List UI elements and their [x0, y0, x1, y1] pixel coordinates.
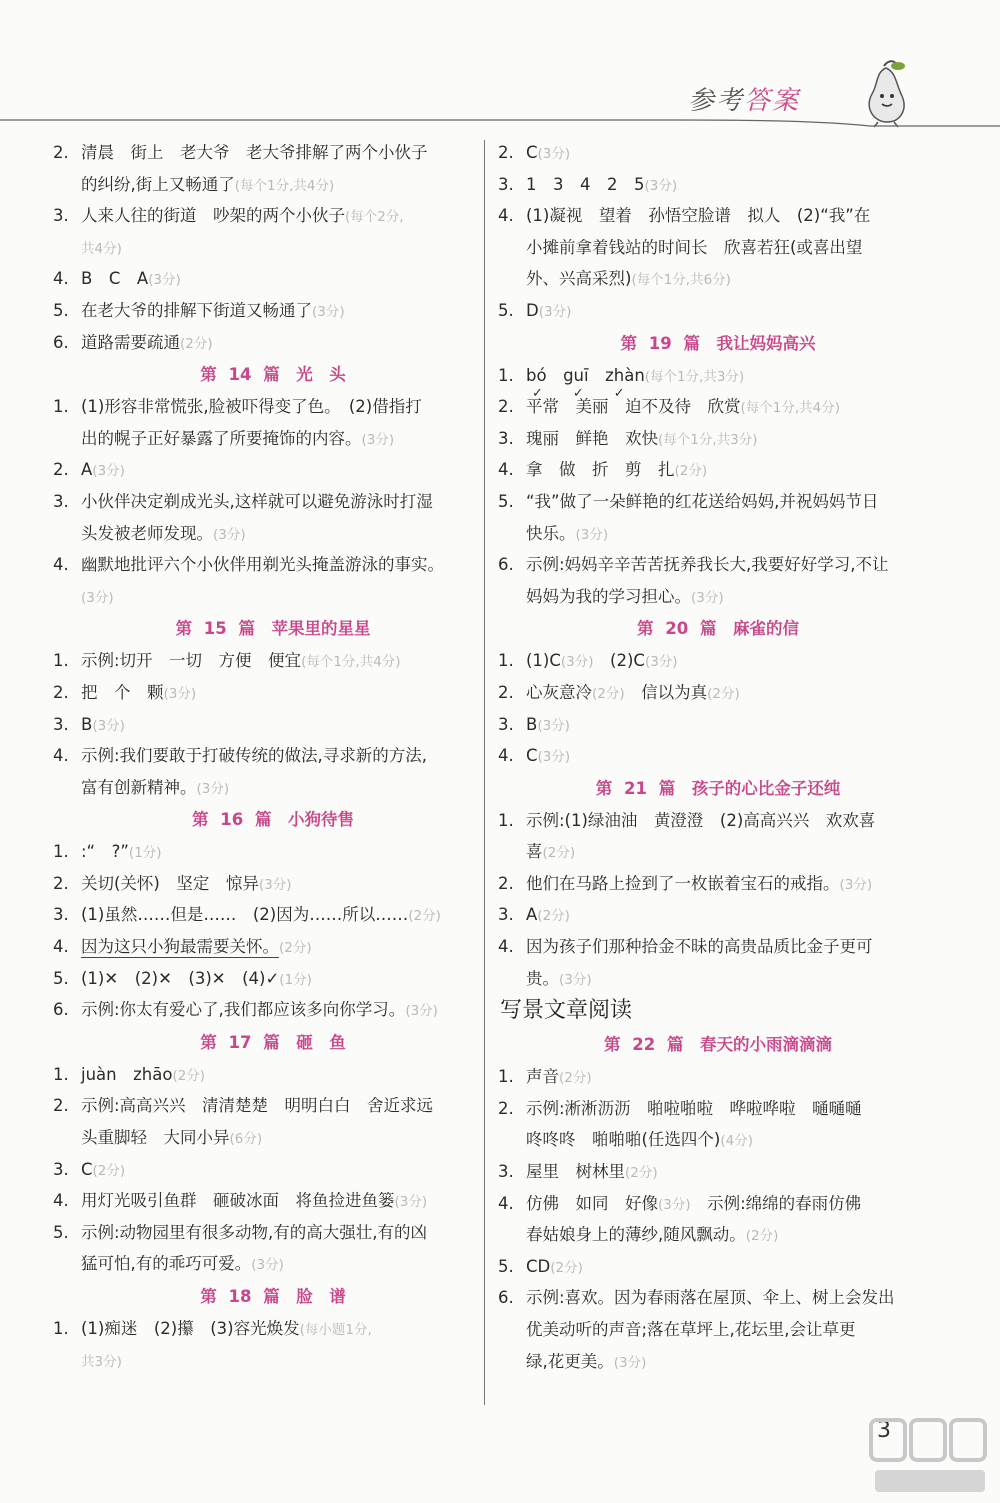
answer-line: [53, 994, 493, 1026]
answer-line: [53, 1217, 493, 1249]
score-note: (3分): [394, 1194, 428, 1211]
answer-text: 示例:淅淅沥沥 啪啦啪啦 哗啦哗啦 嗵嗵嗵: [526, 1098, 862, 1118]
answer-line: [53, 1090, 493, 1122]
score-note: (3分): [537, 717, 570, 734]
answer-line: [498, 899, 938, 931]
answer-text: bó guī zhàn: [526, 365, 645, 385]
question-number: 3.: [498, 1162, 514, 1182]
answer-text: 小摊前拿着钱站的时间长 欣喜若狂(或喜出望: [526, 237, 863, 257]
question-number: 1.: [498, 365, 514, 385]
score-note: (2分): [559, 1070, 592, 1087]
score-note: (3分): [537, 749, 571, 766]
answer-text: juàn zhāo: [81, 1064, 173, 1084]
answer-line: [53, 899, 493, 931]
answer-text: 清晨 街上 老大爷 老大爷排解了两个小伙子: [81, 143, 428, 162]
page-number: 3: [877, 1418, 891, 1443]
score-note: (3分): [251, 1257, 284, 1274]
question-number: 6.: [53, 332, 69, 352]
answer-text: 的纠纷,街上又畅通了: [81, 174, 235, 194]
score-note: (3分): [839, 876, 873, 893]
answer-line: [53, 677, 493, 709]
answer-text: 示例:切开 一切 方便 便宜: [81, 651, 302, 671]
answer-text: 头重脚轻 大同小异: [81, 1128, 230, 1148]
header-title-part: 参考: [688, 86, 745, 116]
answer-line: [53, 709, 493, 741]
answer-continuation: [498, 232, 938, 264]
answer-text: 幽默地批评六个小伙伴用剃光头掩盖游泳的事实。: [81, 555, 444, 575]
answer-text: (1)C: [526, 651, 561, 671]
answer-text: 贵。: [526, 968, 559, 988]
question-number: 6.: [53, 1000, 69, 1020]
answer-line: [498, 391, 938, 423]
question-number: 5.: [53, 300, 69, 320]
score-note: (2分): [707, 685, 740, 702]
answer-column-right: [498, 137, 938, 1377]
answer-text: 示例:(1)绿油油 黄澄澄 (2)高高兴兴 欢欢喜: [526, 810, 876, 830]
answer-text: “我”做了一朵鲜艳的红花送给妈妈,并祝妈妈节日: [526, 491, 879, 511]
question-number: 5.: [53, 968, 69, 988]
score-note: (2分): [625, 1165, 658, 1182]
mxqe-watermark-logo: [865, 1412, 995, 1500]
score-note: (每个1分,共4分): [740, 400, 841, 417]
answer-text: 示例:动物园里有很多动物,有的高大强壮,有的凶: [81, 1222, 428, 1242]
score-note: (3分): [658, 1196, 691, 1213]
answer-text: 外、兴高采烈): [526, 269, 632, 289]
answer-continuation: [53, 423, 493, 455]
answer-text: (2)C: [593, 651, 645, 671]
section-heading: 第 21 篇 孩子的心比金子还纯: [595, 778, 841, 798]
answer-text: 出的幌子正好暴露了所要掩饰的内容。: [81, 428, 362, 448]
question-number: 4.: [498, 746, 514, 766]
score-note: (3分): [575, 526, 609, 543]
question-number: 4.: [498, 937, 514, 957]
score-note: (3分): [213, 526, 246, 543]
question-number: 2.: [53, 873, 69, 893]
answer-text: 因为这只小狗最需要关怀。: [81, 937, 279, 957]
tone-check-marks: ✓✓✓: [532, 385, 655, 401]
score-note: (3分): [92, 717, 125, 734]
answer-line: [498, 1156, 938, 1188]
score-note: (3分): [613, 1354, 647, 1371]
answer-line: [498, 931, 938, 963]
question-number: 3.: [53, 1159, 69, 1179]
question-number: 4.: [498, 206, 514, 226]
answer-text: (1)形容非常慌张,脸被吓得变了色。 (2)借指打: [81, 397, 422, 417]
score-note: (3分): [196, 780, 230, 797]
answer-text: 喜: [526, 842, 543, 862]
score-note: (3分): [691, 589, 724, 606]
header-rule: [0, 112, 1000, 132]
answer-text: 声音: [526, 1067, 559, 1087]
answer-line: [53, 836, 493, 868]
question-number: 4.: [498, 1193, 514, 1213]
score-note: (1分): [128, 845, 162, 862]
answer-line: [53, 454, 493, 486]
score-note: (2分): [172, 1067, 206, 1084]
question-number: 3.: [53, 905, 69, 925]
answer-continuation: [498, 263, 938, 295]
answer-line: [498, 868, 938, 900]
answer-text: A: [526, 905, 538, 925]
answer-line: [498, 454, 938, 486]
answer-line: [498, 1188, 938, 1220]
answer-line: [498, 805, 938, 837]
answer-text: B C A: [81, 269, 149, 289]
score-note: (每个1分,共3分): [644, 368, 745, 385]
answer-continuation: [498, 518, 938, 550]
answer-text: 富有创新精神。: [81, 777, 197, 797]
answer-continuation: [498, 1124, 938, 1156]
answer-text: D: [526, 300, 539, 320]
header-title-accent: 答案: [744, 86, 801, 116]
question-number: 2.: [53, 682, 69, 702]
question-number: 1.: [498, 810, 514, 830]
answer-column-left: [53, 137, 493, 1376]
section-heading: 第 22 篇 春天的小雨滴滴滴: [604, 1035, 832, 1055]
score-note: (2分): [92, 1162, 126, 1179]
answer-continuation: [498, 963, 938, 995]
answer-text: 快乐。: [526, 523, 576, 543]
question-number: 2.: [498, 682, 514, 702]
answer-text: A: [81, 460, 93, 480]
answer-line: [53, 963, 493, 995]
answer-text: 妈妈为我的学习担心。: [526, 586, 691, 606]
answer-line: [498, 360, 938, 401]
answer-line: [498, 645, 938, 677]
answer-line: [53, 868, 493, 900]
answer-text: 小伙伴决定剃成光头,这样就可以避免游泳时打湿: [81, 491, 433, 511]
answer-text: C: [81, 1159, 93, 1179]
question-number: 3.: [498, 174, 514, 194]
answer-text: 在老大爷的排解下街道又畅通了: [81, 300, 312, 320]
score-note: (3分): [148, 272, 181, 289]
answer-text: (1)虽然……但是…… (2)因为……所以……: [81, 905, 409, 925]
answer-line: [498, 1061, 938, 1093]
question-number: 1.: [53, 651, 69, 671]
answer-text: 用灯光吸引鱼群 砸破冰面 将鱼捡进鱼篓: [81, 1191, 395, 1211]
answer-text: 示例:你太有爱心了,我们都应该多向你学习。: [81, 1000, 406, 1020]
answer-continuation: [53, 1248, 493, 1280]
answer-line: [498, 295, 938, 327]
question-number: 1.: [53, 1319, 69, 1338]
question-number: 1.: [53, 397, 69, 417]
answer-continuation: [53, 232, 493, 264]
question-number: 5.: [498, 491, 514, 511]
score-note: (3分): [361, 431, 395, 448]
answer-continuation: [498, 1219, 938, 1251]
score-note: (6分): [229, 1131, 263, 1148]
answer-text: 春姑娘身上的薄纱,随风飘动。: [526, 1225, 746, 1245]
answer-text: C: [526, 143, 538, 162]
score-note: (3分): [538, 303, 572, 320]
score-note: (每个1分,共3分): [658, 431, 758, 448]
score-note: (每个1分,共4分): [234, 177, 335, 194]
question-number: 6.: [498, 1288, 514, 1308]
score-note: (3分): [258, 876, 292, 893]
score-note: (2分): [745, 1228, 779, 1245]
question-number: 3.: [498, 428, 514, 448]
answer-text: C: [526, 746, 538, 766]
question-number: 4.: [53, 937, 69, 957]
answer-text: 瑰丽 鲜艳 欢快: [526, 428, 658, 448]
question-number: 3.: [53, 491, 69, 511]
score-note: (2分): [537, 908, 570, 925]
question-number: 2.: [498, 397, 514, 417]
answer-line: [53, 549, 493, 581]
section-heading: 第 16 篇 小狗待售: [192, 810, 354, 830]
question-number: 2.: [498, 873, 514, 893]
answer-line: [498, 740, 938, 772]
answer-continuation: [498, 581, 938, 613]
answer-continuation: [53, 772, 493, 804]
score-note: (每个1分,共4分): [301, 654, 401, 671]
answer-text: 心灰意冷: [526, 682, 592, 702]
answer-line: [498, 549, 938, 581]
question-number: 1.: [498, 651, 514, 671]
score-note: (3分): [644, 177, 678, 194]
answer-line: [53, 1185, 493, 1217]
answer-line: [498, 1282, 938, 1314]
answer-continuation: [498, 836, 938, 868]
section-heading: 第 14 篇 光 头: [200, 365, 346, 385]
answer-line: [498, 486, 938, 518]
answer-continuation: [53, 1122, 493, 1154]
answer-text: B: [526, 714, 538, 734]
score-note: (3分): [559, 971, 592, 988]
answer-text: B: [81, 714, 93, 734]
question-number: 1.: [498, 1067, 514, 1087]
answer-text: 咚咚咚 啪啪啪(任选四个): [526, 1130, 721, 1150]
category-heading: 写景文章阅读: [500, 998, 633, 1024]
answer-text: 示例:绵绵的春雨仿佛: [690, 1193, 862, 1213]
answer-continuation: [53, 169, 493, 201]
answer-line: [498, 423, 938, 455]
question-number: 3.: [53, 714, 69, 734]
answer-line: [53, 327, 493, 359]
section-heading: 第 15 篇 苹果里的星星: [175, 619, 371, 639]
page-header: [0, 0, 1000, 135]
answer-line: [498, 1093, 938, 1125]
question-number: 5.: [498, 1256, 514, 1276]
answer-text: 示例:妈妈辛辛苦苦抚养我长大,我要好好学习,不让: [526, 555, 889, 575]
answer-text: 优美动听的声音;落在草坪上,花坛里,会让草更: [526, 1320, 856, 1339]
question-number: 6.: [498, 555, 514, 575]
score-note: (2分): [542, 845, 576, 862]
question-number: 4.: [53, 1191, 69, 1211]
answer-line: [53, 295, 493, 327]
answer-line: [53, 200, 493, 232]
score-note: 共3分): [81, 1353, 122, 1370]
question-number: 2.: [53, 143, 69, 162]
question-number: 2.: [53, 460, 69, 480]
score-note: (3分): [81, 589, 114, 606]
score-note: (3分): [644, 654, 678, 671]
answer-line: [53, 137, 493, 169]
answer-text: (1)凝视 望着 孙悟空脸谱 拟人 (2)“我”在: [526, 206, 871, 226]
answer-text: 信以为真: [624, 682, 708, 702]
score-note: (每个2分,: [345, 209, 404, 226]
answer-text: 关切(关怀) 坚定 惊异: [81, 873, 259, 893]
answer-line: [498, 709, 938, 741]
score-note: (3分): [312, 303, 345, 320]
answer-continuation: [53, 581, 493, 613]
answer-line: [498, 677, 938, 709]
answer-line: [498, 1251, 938, 1283]
answer-text: 示例:我们要敢于打破传统的做法,寻求新的方法,: [81, 746, 428, 766]
answer-line: [53, 1154, 493, 1186]
question-number: 2.: [498, 1098, 514, 1118]
score-note: (每个1分,共6分): [631, 272, 731, 289]
score-note: (2分): [180, 335, 213, 352]
question-number: 5.: [498, 300, 514, 320]
answer-line: [53, 391, 493, 423]
score-note: (2分): [279, 940, 312, 957]
answer-text: 把 个 颗: [81, 682, 164, 702]
answer-text: 示例:喜欢。因为春雨落在屋顶、伞上、树上会发出: [526, 1288, 895, 1308]
question-number: 5.: [53, 1222, 69, 1242]
answer-text: 示例:高高兴兴 清清楚楚 明明白白 舍近求远: [81, 1096, 434, 1116]
question-number: 3.: [498, 905, 514, 925]
question-number: 2.: [53, 1096, 69, 1116]
answer-text: (1)✕ (2)✕ (3)✕ (4)✓: [81, 968, 280, 988]
question-number: 4.: [53, 746, 69, 766]
answer-line: [53, 740, 493, 772]
score-note: (3分): [163, 685, 197, 702]
question-number: 1.: [53, 842, 69, 862]
answer-line: [53, 1059, 493, 1091]
section-heading: 第 19 篇 我让妈妈高兴: [620, 333, 816, 353]
score-note: (2分): [550, 1259, 583, 1276]
score-note: (2分): [408, 908, 441, 925]
answer-continuation: [498, 1346, 938, 1378]
answer-text: 因为孩子们那种拾金不昧的高贵品质比金子更可: [526, 937, 873, 957]
answer-text: 绿,花更美。: [526, 1351, 614, 1371]
question-number: 4.: [498, 460, 514, 480]
answer-text: 猛可怕,有的乖巧可爱。: [81, 1254, 252, 1274]
answer-continuation: [53, 518, 493, 550]
answer-text: (1)痴迷 (2)攥 (3)容光焕发: [81, 1319, 300, 1338]
score-note: (1分): [279, 971, 312, 988]
answer-text: :“ ?”: [81, 842, 129, 862]
answer-text: 平常 美丽 迫不及待 欣赏: [526, 397, 741, 417]
answer-line: [53, 931, 493, 963]
answer-text: 他们在马路上捡到了一枚嵌着宝石的戒指。: [526, 873, 840, 893]
question-number: 1.: [53, 1064, 69, 1084]
score-note: (3分): [560, 654, 594, 671]
answer-line: [53, 263, 493, 295]
score-note: (4分): [720, 1133, 753, 1150]
question-number: 3.: [498, 714, 514, 734]
answer-text: 头发被老师发现。: [81, 523, 213, 543]
answer-line: [498, 137, 938, 169]
section-heading: 第 18 篇 脸 谱: [200, 1287, 346, 1306]
answer-text: 道路需要疏通: [81, 332, 180, 352]
score-note: (2分): [674, 463, 708, 480]
section-heading: 第 20 篇 麻雀的信: [637, 619, 799, 639]
answer-line: [53, 1313, 493, 1345]
score-note: (3分): [537, 146, 571, 162]
answer-continuation: [498, 1314, 938, 1346]
question-number: 2.: [498, 143, 514, 162]
answer-text: 屋里 树林里: [526, 1162, 625, 1182]
answer-line: [498, 169, 938, 201]
score-note: (3分): [405, 1003, 438, 1020]
answer-text: 人来人往的街道 吵架的两个小伙子: [81, 206, 345, 226]
answer-line: [498, 200, 938, 232]
answer-line: [53, 645, 493, 677]
question-number: 3.: [53, 206, 69, 226]
answer-text: 1 3 4 2 5: [526, 174, 645, 194]
answer-text: 拿 做 折 剪 扎: [526, 460, 675, 480]
question-number: 4.: [53, 555, 69, 575]
score-note: (2分): [592, 685, 625, 702]
section-heading: 第 17 篇 砸 鱼: [200, 1032, 346, 1052]
score-note: (3分): [92, 463, 125, 480]
answer-text: 仿佛 如同 好像: [526, 1193, 658, 1213]
answer-continuation: [53, 1345, 493, 1377]
score-note: 共4分): [81, 240, 122, 257]
answer-text: CD: [526, 1256, 551, 1276]
question-number: 4.: [53, 269, 69, 289]
answer-line: [53, 486, 493, 518]
score-note: (每小题1分,: [299, 1322, 372, 1338]
